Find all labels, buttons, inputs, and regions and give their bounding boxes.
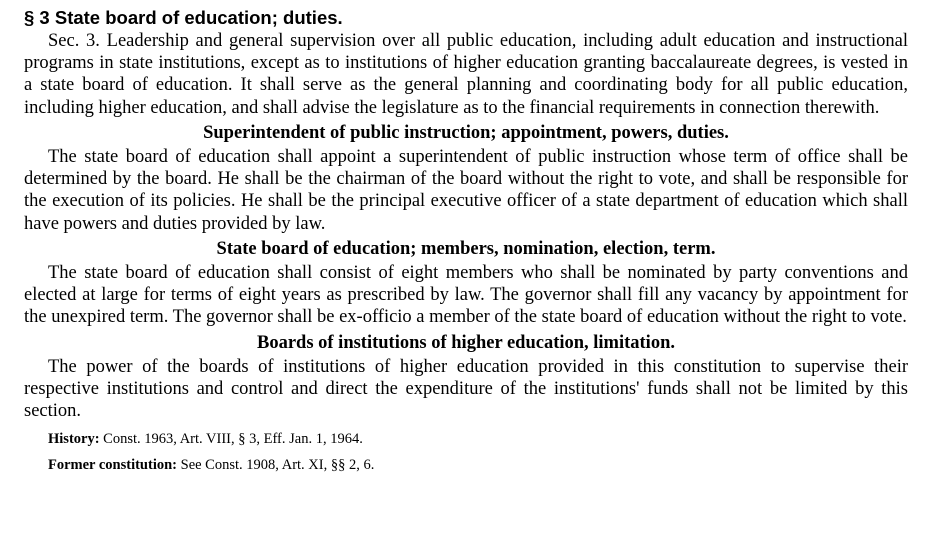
members-paragraph: The state board of education shall consist of eight members who shall be nominated by party conventions and elected at large for terms of eight years as prescribed by law. The governor shall fill any vacancy by appointment for the unexpired term. The governor shall be ex-officio a member of the state board of education without the right to vote. [24,263,908,328]
former-constitution-note [24,456,908,475]
document [24,6,908,475]
higher-education-heading: Boards of institutions of higher education, limitation. [256,332,675,353]
history-label: History: [48,431,100,448]
former-constitution-label: Former constitution: [48,457,177,474]
members-heading: State board of education; members, nomination, election, term. [216,238,716,259]
former-constitution-text: See Const. 1908, Art. XI, §§ 2, 6. [177,457,375,474]
history-note [24,430,908,449]
section-title: § 3 State board of education; duties. [24,7,343,28]
history-text: Const. 1963, Art. VIII, § 3, Eff. Jan. 1, 1964. [99,431,363,448]
superintendent-paragraph: The state board of education shall appoint a superintendent of public instruction whose term of office shall be determined by the board. He shall be the chairman of the board without the right to vote, and shall be responsible for the execution of its policies. He shall be the principal executive officer of a state department of education which shall have powers and duties provided by law. [24,147,908,234]
higher-education-paragraph: The power of the boards of institutions of higher education provided in this constitution to supervise their respective institutions and control and direct the expenditure of the institutions' funds shall not be limited by this section. [24,356,908,422]
superintendent-heading: Superintendent of public instruction; appointment, powers, duties. [203,122,729,143]
section-3-paragraph: Sec. 3. Leadership and general supervision over all public education, including adult education and instructional programs in state institutions, except as to institutions of higher education granting baccalaureate degrees, is vested in a state board of education. It shall serve as the general planning and coordinating body for all public education, including higher education, and shall advise the legislature as to the financial requirements in connection therewith. [24,31,908,118]
